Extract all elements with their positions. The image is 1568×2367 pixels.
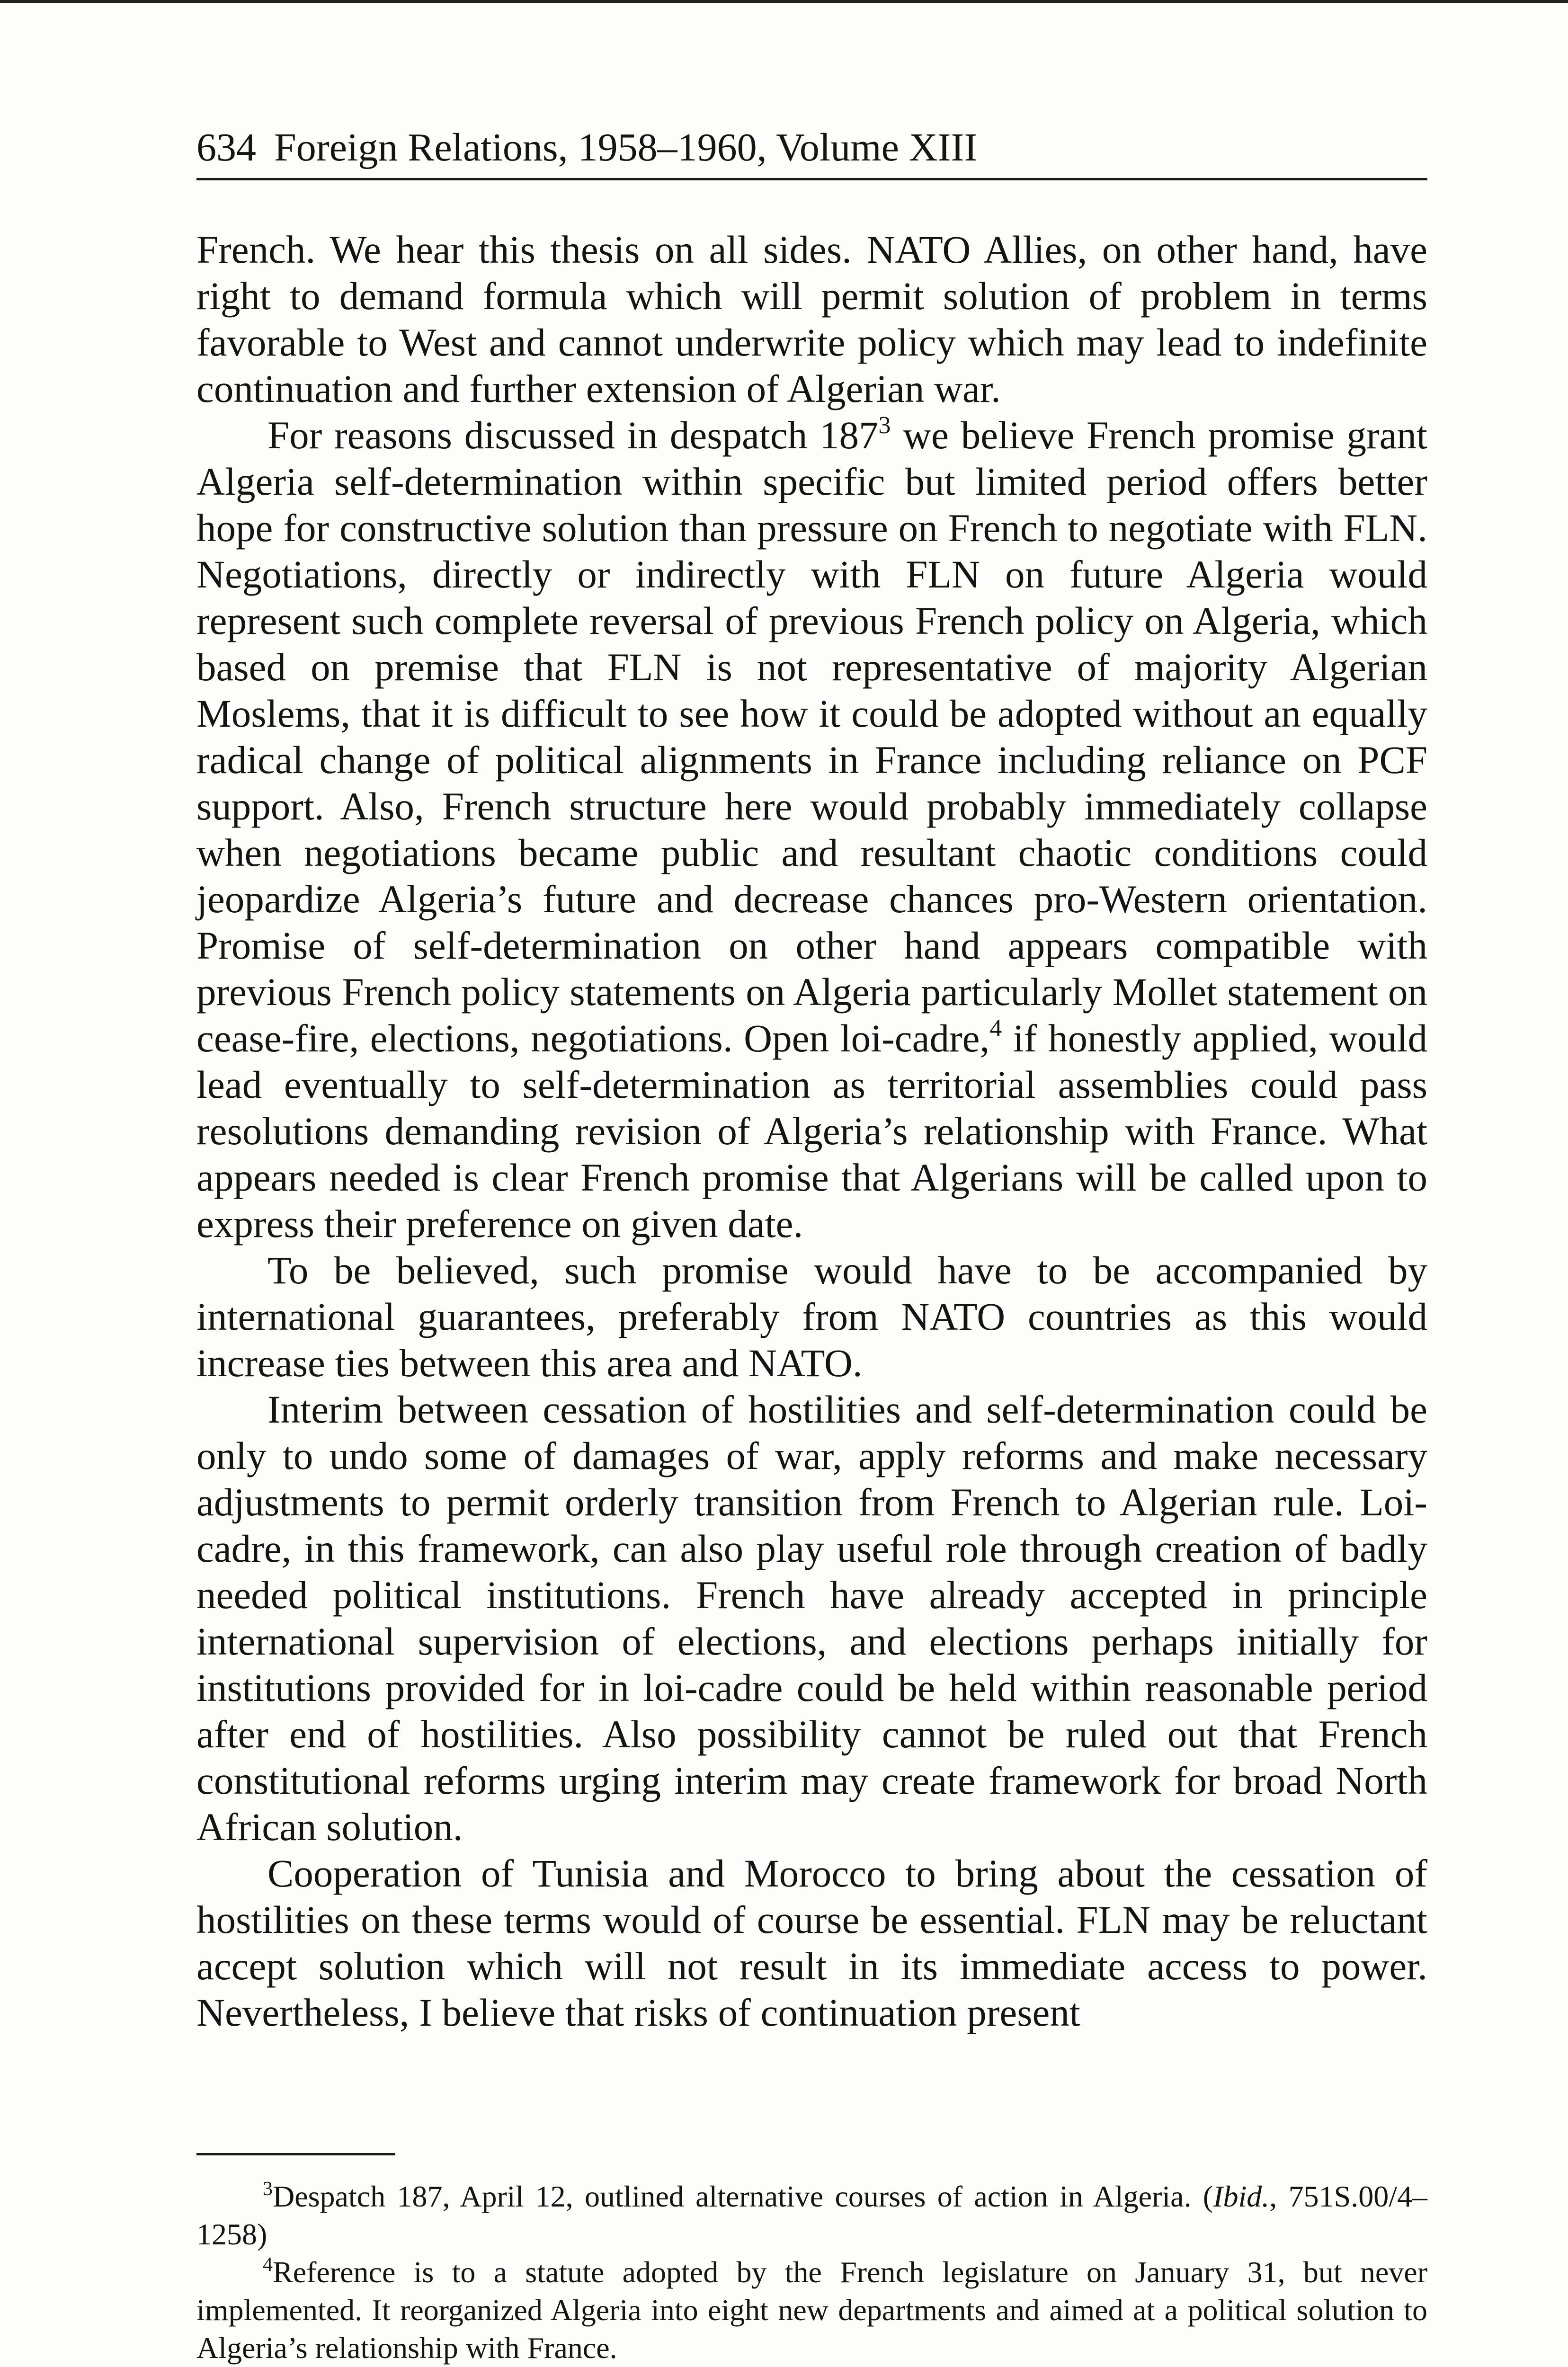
- document-body: [196, 226, 1427, 2036]
- footnote-separator: [196, 2153, 395, 2155]
- paragraph-1: French. We hear this thesis on all sides. NATO Allies, on other hand, have right to demand formula which will permit solution of problem in terms favorable to West and cannot underwrite policy which may lead to indefinite continuation and further extension of Algerian war.: [196, 228, 1427, 410]
- paragraph-4: Interim between cessation of hostilities and self-determination could be only to undo some of damages of war, apply reforms and make necessary adjustments to permit orderly transition from French to Algerian rule. Loi-cadre, in this framework, can also play useful role through creation of badly needed political institutions. French have already accepted in principle international supervision of elections, and elections perhaps initially for institutions provided for in loi-cadre could be held within reasonable period after end of hostilities. Also possibility cannot be ruled out that French constitutional reforms urging interim may create framework for broad North African solution.: [196, 1388, 1427, 1849]
- paragraph-2: For reasons discussed in despatch $187^3$ we believe French promise grant Algeria self-determination within specific but limited period offers better hope for constructive solution than pressure on French to negotiate with FLN. Negotiations, directly or indirectly with FLN on future Algeria would represent such complete reversal of previous French policy on Algeria, which based on premise that FLN is not representative of majority Algerian Moslems, that it is difficult to see how it could be adopted without an equally radical change of political alignments in France including reliance on PCF support. Also, French structure here would probably immediately collapse when negotiations became public and resultant chaotic conditions could jeopardize Algeria’s future and decrease chances pro-Western orientation. Promise of self-determination on other hand appears compatible with previous French policy statements on Algeria particularly Mollet statement on cease-fire, elections, negotiations. Open loi-cadre,$^4$ if honestly applied, would lead eventually to self-determination as territorial assemblies could pass resolutions demanding revision of Algeria’s relationship with France. What appears needed is clear French promise that Algerians will be called upon to express their preference on given date.: [196, 412, 1427, 1246]
- running-header: [196, 124, 1427, 181]
- footnotes: [196, 2178, 1427, 2367]
- top-edge-rule: [0, 0, 1568, 3]
- footnote-4: $^4$Reference is to a statute adopted by the French legislature on January 31, but never implemented. It reorganized Algeria into eight new departments and aimed at a political solution to Algeria’s relationship with France.: [196, 2254, 1427, 2365]
- footnote-3: $^3$Despatch 187, April 12, outlined alternative courses of action in Algeria. (Ibid., 751S.00/4–1258): [196, 2178, 1427, 2251]
- paragraph-5: Cooperation of Tunisia and Morocco to bring about the cessation of hostilities on these terms would of course be essential. FLN may be reluctant accept solution which will not result in its immediate access to power. Nevertheless, I believe that risks of continuation present: [196, 1851, 1427, 2034]
- page-number: 634: [196, 125, 256, 169]
- footnote-marker: 4: [263, 2254, 273, 2276]
- header-rule: [196, 178, 1427, 180]
- footnote-ref-3: 3: [878, 412, 891, 439]
- running-title: Foreign Relations, 1958–1960, Volume XIII: [274, 125, 978, 169]
- footnote-ref-4: 4: [989, 1015, 1002, 1042]
- paragraph-3: To be believed, such promise would have to be accompanied by international guarantees, preferably from NATO countries as this would increase ties between this area and NATO.: [196, 1248, 1427, 1385]
- footnote-marker: 3: [263, 2178, 273, 2200]
